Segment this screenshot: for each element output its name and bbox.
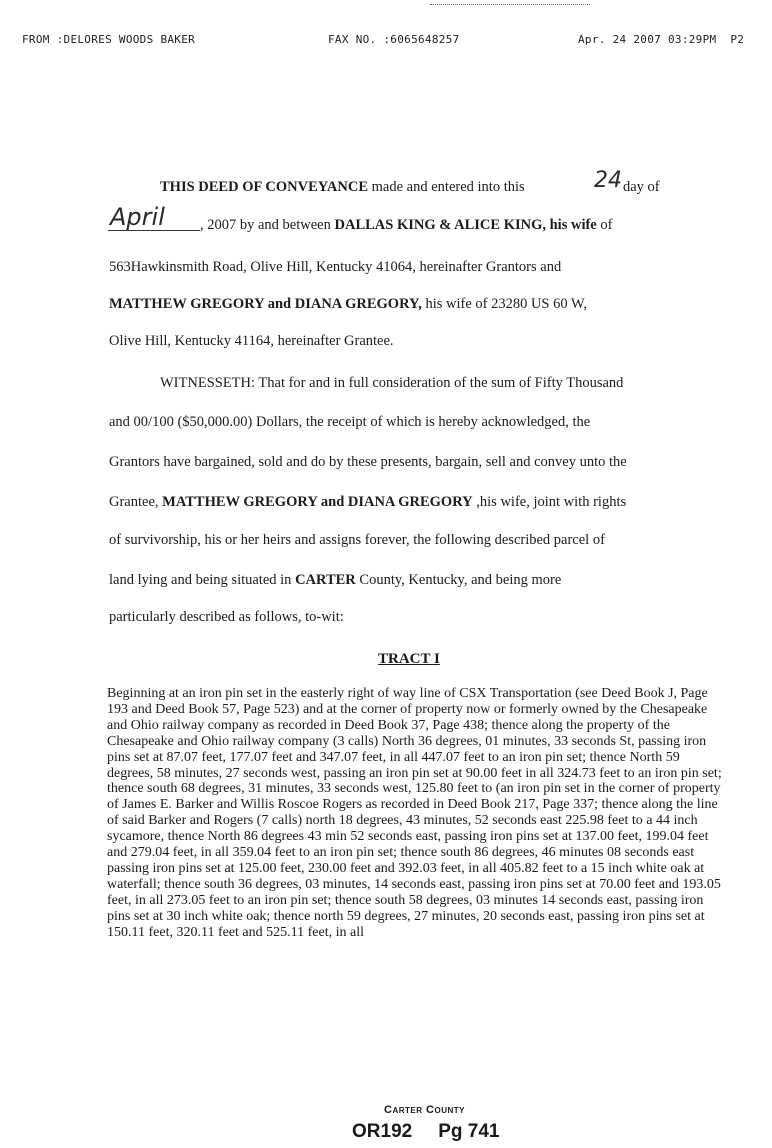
county-name: CARTER — [295, 572, 356, 588]
handwritten-day: 24 — [594, 168, 622, 193]
grantee-names: MATTHEW GREGORY and DIANA GREGORY, — [109, 296, 422, 312]
grantor-names: DALLAS KING & ALICE KING, his wife — [334, 217, 597, 233]
deed-line-6: WITNESSETH: That for and in full consideration of the sum of Fifty Thousand — [160, 375, 624, 391]
deed-line-10: of survivorship, his or her heirs and assigns forever, the following described parcel of — [109, 532, 605, 548]
deed-line-9 — [109, 494, 626, 511]
deed-line-2-end: of — [596, 217, 613, 233]
deed-line-9-end: ,his wife, joint with rights — [472, 494, 627, 510]
fax-number: FAX NO. :6065648257 — [328, 33, 460, 46]
fax-datetime — [578, 33, 744, 46]
grantee-names-repeat: MATTHEW GREGORY and DIANA GREGORY — [162, 494, 473, 510]
deed-line-1-end: day of — [623, 179, 660, 195]
deed-line-8: Grantors have bargained, sold and do by these presents, bargain, sell and convey unto the — [109, 454, 627, 470]
fax-page: P2 — [730, 33, 745, 46]
deed-line-4-text: his wife of 23280 US 60 W, — [421, 296, 587, 312]
handwritten-month: April — [110, 203, 165, 231]
fax-date-text: Apr. 24 2007 03:29PM — [578, 33, 717, 46]
recording-book: OR192 — [352, 1121, 413, 1142]
deed-line-12: particularly described as follows, to-wit: — [109, 609, 344, 625]
tract-heading: TRACT I — [378, 651, 440, 667]
deed-line-11-end: County, Kentucky, and being more — [355, 572, 562, 588]
month-underline — [108, 230, 200, 231]
recording-page: Pg 741 — [438, 1121, 500, 1142]
fax-from: FROM :DELORES WOODS BAKER — [22, 33, 196, 46]
deed-line-4 — [109, 296, 587, 313]
deed-line-2 — [200, 217, 612, 234]
deed-line-2-text: , 2007 by and between — [200, 217, 335, 233]
deed-line-3: 563Hawkinsmith Road, Olive Hill, Kentucky 41064, hereinafter Grantors and — [109, 259, 562, 275]
recording-stamp-county: Carter County — [384, 1104, 465, 1116]
scan-artifact-divider — [430, 4, 590, 5]
deed-line-11-text: land lying and being situated in — [109, 572, 296, 588]
deed-line-1-text: made and entered into this — [368, 179, 525, 195]
deed-line-11 — [109, 572, 561, 589]
deed-title: THIS DEED OF CONVEYANCE — [160, 179, 369, 195]
recording-stamp — [352, 1121, 525, 1143]
deed-line-5: Olive Hill, Kentucky 41164, hereinafter Grantee. — [109, 333, 394, 349]
deed-line-1 — [160, 179, 525, 196]
deed-line-7: and 00/100 ($50,000.00) Dollars, the receipt of which is hereby acknowledged, the — [109, 414, 591, 430]
deed-line-9-text: Grantee, — [109, 494, 163, 510]
tract-description: Beginning at an iron pin set in the easterly right of way line of CSX Transportation (see Deed Book J, Page 193 and Deed Book 57, Page 523) and at the corner of property now or formerly owned by the Chesapeake and Ohio railway company as recorded in Deed Book 37, Page 438; thence along the property of the Chesapeake and Ohio railway company (3 calls) North 36 degrees, 01 minutes, 33 seconds St, passing iron pins set at 87.07 feet, 177.07 feet and 347.07 feet, in all 447.07 feet to an iron pin set; thence North 59 degrees, 58 minutes, 27 seconds west, passing an iron pin set at 90.00 feet in all 324.73 feet to an iron pin set; thence south 68 degrees, 31 minutes, 33 seconds west, 125.80 feet to (an iron pin set in the corner of property of James E. Barker and Willis Roscoe Rogers as recorded in Deed Book 217, Page 337; thence along the line of said Barker and Rogers (7 calls) north 18 degrees, 43 minutes, 52 seconds east 225.98 feet to a 44 inch sycamore, thence North 86 degrees 43 min 52 seconds east, passing iron pins set at 137.00 feet, 199.04 feet and 279.04 feet, in all 359.04 feet to an iron pin set; thence south 86 degrees, 46 minutes 08 seconds east passing iron pins set at 125.00 feet, 230.00 feet and 392.03 feet, in all 405.82 feet to a 15 inch white oak at waterfall; thence south 36 degrees, 03 minutes, 14 seconds east, passing iron pins set at 70.00 feet and 193.05 feet, in all 273.05 feet to an iron pin set; thence south 58 degrees, 03 minutes 14 seconds east, passing iron pins set at 30 inch white oak; thence north 59 degrees, 27 minutes, 20 seconds east, passing iron pins set at 150.11 feet, 320.11 feet and 525.11 feet, in all — [107, 686, 722, 940]
